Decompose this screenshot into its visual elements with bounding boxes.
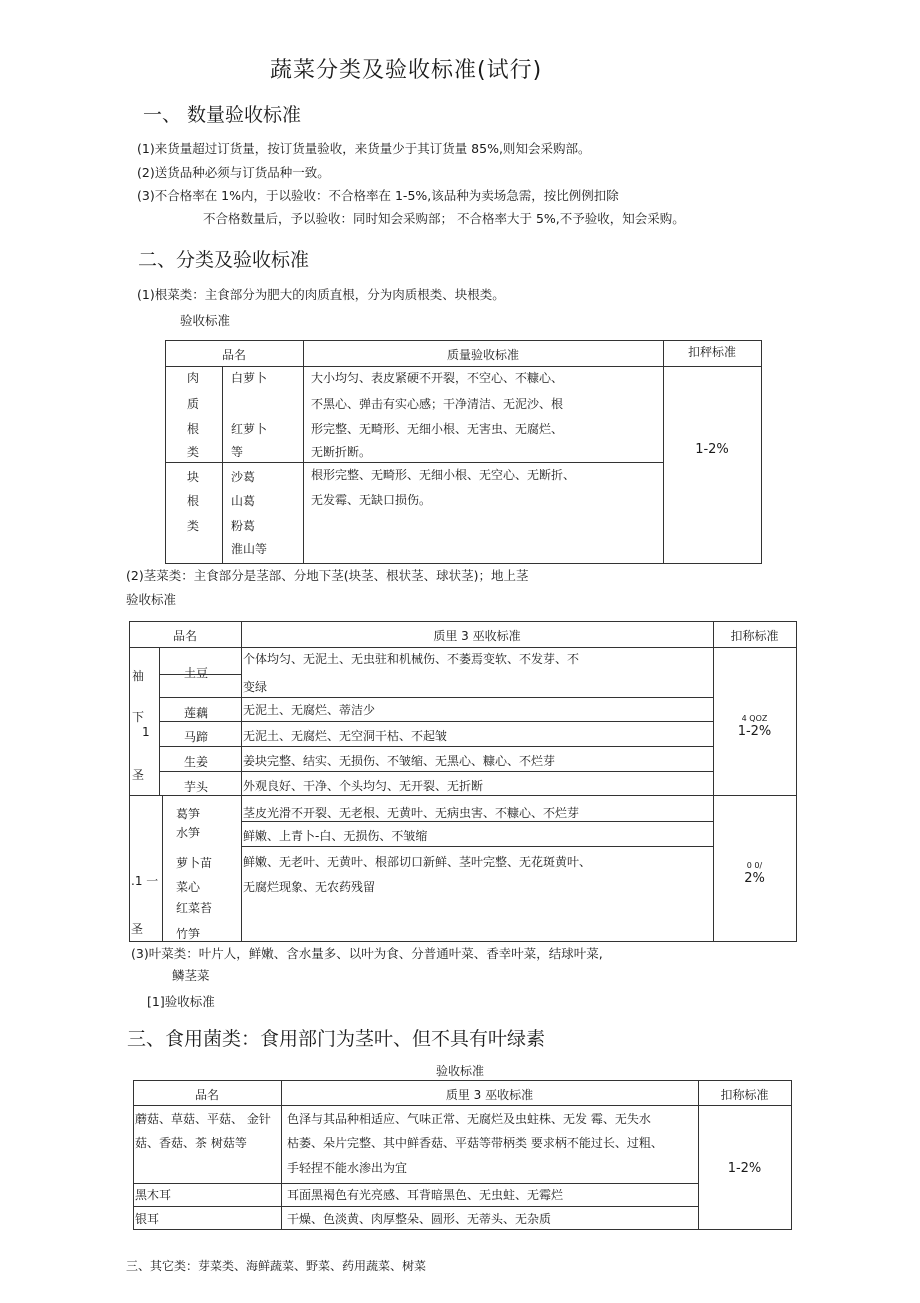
root-label: 验收标准 bbox=[180, 313, 231, 328]
t2-item-name: 水笋 bbox=[176, 826, 201, 840]
t2-item-name: 竹笋 bbox=[176, 927, 201, 941]
t1-item: 粉葛 bbox=[231, 519, 256, 533]
t1-header-standard: 质量验收标准 bbox=[446, 348, 519, 362]
t1-group2-char: 根 bbox=[187, 494, 200, 508]
t2-group2-label: .1 一 bbox=[131, 874, 159, 888]
section1-p2: (2)送货品种必须与订货品种一致。 bbox=[137, 165, 330, 180]
t2-item-name: 生姜 bbox=[184, 755, 209, 769]
section1-p1: (1)来货量超过订货量，按订货量验收，来货量少于其订货量 85%,则知会采购部。 bbox=[137, 141, 591, 156]
t1-header-deduct: 扣秤标准 bbox=[687, 345, 736, 359]
fungi-label: 验收标准 bbox=[436, 1064, 485, 1078]
t2-group1-char: 1 bbox=[142, 725, 150, 739]
t2-group1-char: 圣 bbox=[132, 768, 145, 782]
t3-deduct-value: 1-2% bbox=[727, 1161, 762, 1176]
leaf-intro: (3)叶菜类：叶片人，鲜嫩、含水量多、以叶为食、分普通叶菜、香幸叶菜，结球叶菜, bbox=[131, 946, 603, 961]
t2-item-name: 萝卜苗 bbox=[176, 856, 213, 870]
t3-name: 银耳 bbox=[135, 1212, 160, 1226]
t3-std: 色泽与其品种相适应、气味正常、无腐烂及虫蛀株、无发 霉、无失水 bbox=[287, 1112, 651, 1126]
root-intro: (1)根菜类：主食部分为肥大的肉质直根，分为肉质根类、块根类。 bbox=[137, 287, 505, 302]
t3-name: 蘑菇、草菇、平菇、 金针 bbox=[135, 1112, 271, 1126]
t2-deduct1-small: 4 QOZ bbox=[741, 714, 768, 723]
t3-header-standard: 质里 3 巫收标准 bbox=[445, 1088, 534, 1102]
t1-group1-char: 根 bbox=[187, 422, 200, 436]
t2-std: 外观良好、干净、个头均匀、无开裂、无折断 bbox=[243, 779, 484, 793]
t2-std: 个体均匀、无泥土、无虫驻和机械伤、不萎焉变软、不发芽、不 bbox=[243, 652, 580, 666]
t1-std-line: 根形完整、无畸形、无细小根、无空心、无断折、 bbox=[311, 468, 576, 482]
section2-heading: 二、分类及验收标准 bbox=[138, 249, 310, 271]
leaf-label: [1]验收标准 bbox=[147, 994, 215, 1009]
t1-header-name: 品名 bbox=[221, 348, 246, 362]
t2-item-name: 芋头 bbox=[184, 780, 209, 794]
t2-deduct2-value: 2% bbox=[744, 871, 765, 886]
t2-deduct1-value: 1-2% bbox=[737, 724, 772, 739]
t2-std: 姜块完整、结实、无损伤、不皱缩、无黑心、糠心、不烂芽 bbox=[243, 754, 556, 768]
t2-group1-char: 下 bbox=[132, 710, 145, 724]
section1-p3: (3)不合格率在 1%内，于以验收：不合格率在 1-5%,该品种为卖场急需，按比例例扣除 bbox=[137, 188, 619, 203]
t2-deduct2-small: 0 0/ bbox=[746, 861, 763, 870]
t1-item: 沙葛 bbox=[231, 470, 256, 484]
t1-group2-char: 类 bbox=[187, 519, 200, 533]
t2-item-name: 菜心 bbox=[176, 880, 201, 894]
section1-heading: 一、 数量验收标准 bbox=[143, 104, 302, 126]
t2-std: 茎皮光滑不开裂、无老根、无黄叶、无病虫害、不糠心、不烂芽 bbox=[243, 806, 580, 820]
t1-item: 等 bbox=[231, 445, 244, 459]
t3-std: 干燥、色淡黄、肉厚整朵、圆形、无蒂头、无杂质 bbox=[287, 1212, 552, 1226]
stem-label: 验收标准 bbox=[126, 592, 177, 607]
t1-deduct-value: 1-2% bbox=[695, 442, 729, 457]
t2-std: 鲜嫩、上青卜-白、无损伤、不皱缩 bbox=[243, 829, 428, 843]
t3-std: 手轻捏不能水渗出为宜 bbox=[287, 1161, 408, 1175]
page-title: 蔬菜分类及验收标准(试行) bbox=[270, 58, 543, 83]
t3-name: 黑木耳 bbox=[135, 1188, 172, 1202]
footer-other-types: 三、其它类：芽菜类、海鲜蔬菜、野菜、药用蔬菜、树菜 bbox=[126, 1259, 427, 1273]
t1-item: 淮山等 bbox=[231, 542, 268, 556]
section1-p4: 不合格数量后，予以验收：同时知会采购部； 不合格率大于 5%,不予验收，知会采购。 bbox=[203, 211, 685, 226]
t1-group2-char: 块 bbox=[187, 470, 200, 484]
t2-group2-char: 圣 bbox=[131, 922, 144, 936]
t2-item-name: 马蹄 bbox=[184, 730, 209, 744]
t2-header-name: 品名 bbox=[172, 629, 197, 643]
t2-item-name: 葛笋 bbox=[176, 807, 201, 821]
t3-name: 菇、香菇、茶 树菇等 bbox=[135, 1136, 247, 1150]
stem-intro: (2)茎菜类：主食部分是茎部、分地下茎(块茎、根状茎、球状茎)；地上茎 bbox=[126, 568, 529, 583]
t1-std-line: 不黑心、弹击有实心感；干净清洁、无泥沙、根 bbox=[311, 397, 564, 411]
t2-header-deduct: 扣称标准 bbox=[730, 629, 779, 643]
t2-item-name: 莲藕 bbox=[184, 706, 209, 720]
leaf-sub: 鳞茎菜 bbox=[172, 968, 210, 983]
t1-std-line: 无断折断。 bbox=[311, 445, 372, 459]
t3-header-deduct: 扣称标准 bbox=[720, 1088, 769, 1102]
t3-header-name: 品名 bbox=[194, 1088, 219, 1102]
section3-heading: 三、食用菌类：食用部门为茎叶、但不具有叶绿素 bbox=[127, 1028, 546, 1050]
t2-std: 鲜嫩、无老叶、无黄叶、根部切口新鲜、茎叶完整、无花斑黄叶、 bbox=[243, 855, 592, 869]
t2-std: 无腐烂现象、无农药残留 bbox=[243, 880, 376, 894]
t2-item-name: 红菜苔 bbox=[176, 901, 213, 915]
t2-std: 无泥土、无腐烂、蒂洁少 bbox=[243, 703, 376, 717]
t2-group1-char: 䄂 bbox=[132, 669, 145, 683]
t1-std-line: 大小均匀、表皮紧硬不开裂，不空心、不糠心、 bbox=[311, 371, 564, 385]
t2-std: 变绿 bbox=[243, 680, 268, 694]
t1-std-line: 形完整、无畸形、无细小根、无害虫、无腐烂、 bbox=[311, 422, 564, 436]
t2-item-name: 土豆 bbox=[184, 666, 209, 680]
t1-std-line: 无发霉、无缺口损伤。 bbox=[311, 493, 432, 507]
t1-group1-char: 肉 bbox=[187, 371, 200, 385]
t1-item: 山葛 bbox=[231, 494, 256, 508]
t3-std: 枯萎、朵片完整、其中鲜香菇、平菇等带柄类 要求柄不能过长、过粗、 bbox=[287, 1136, 663, 1150]
t3-std: 耳面黑褐色有光亮感、耳背暗黑色、无虫蛀、无霉烂 bbox=[287, 1188, 564, 1202]
t1-group1-char: 质 bbox=[187, 397, 200, 411]
t2-header-standard: 质里 3 巫收标准 bbox=[433, 629, 521, 643]
t1-item: 白萝卜 bbox=[231, 371, 268, 385]
t1-group1-char: 类 bbox=[187, 445, 200, 459]
t2-std: 无泥土、无腐烂、无空洞干枯、不起皱 bbox=[243, 729, 448, 743]
t1-item: 红萝卜 bbox=[231, 422, 268, 436]
